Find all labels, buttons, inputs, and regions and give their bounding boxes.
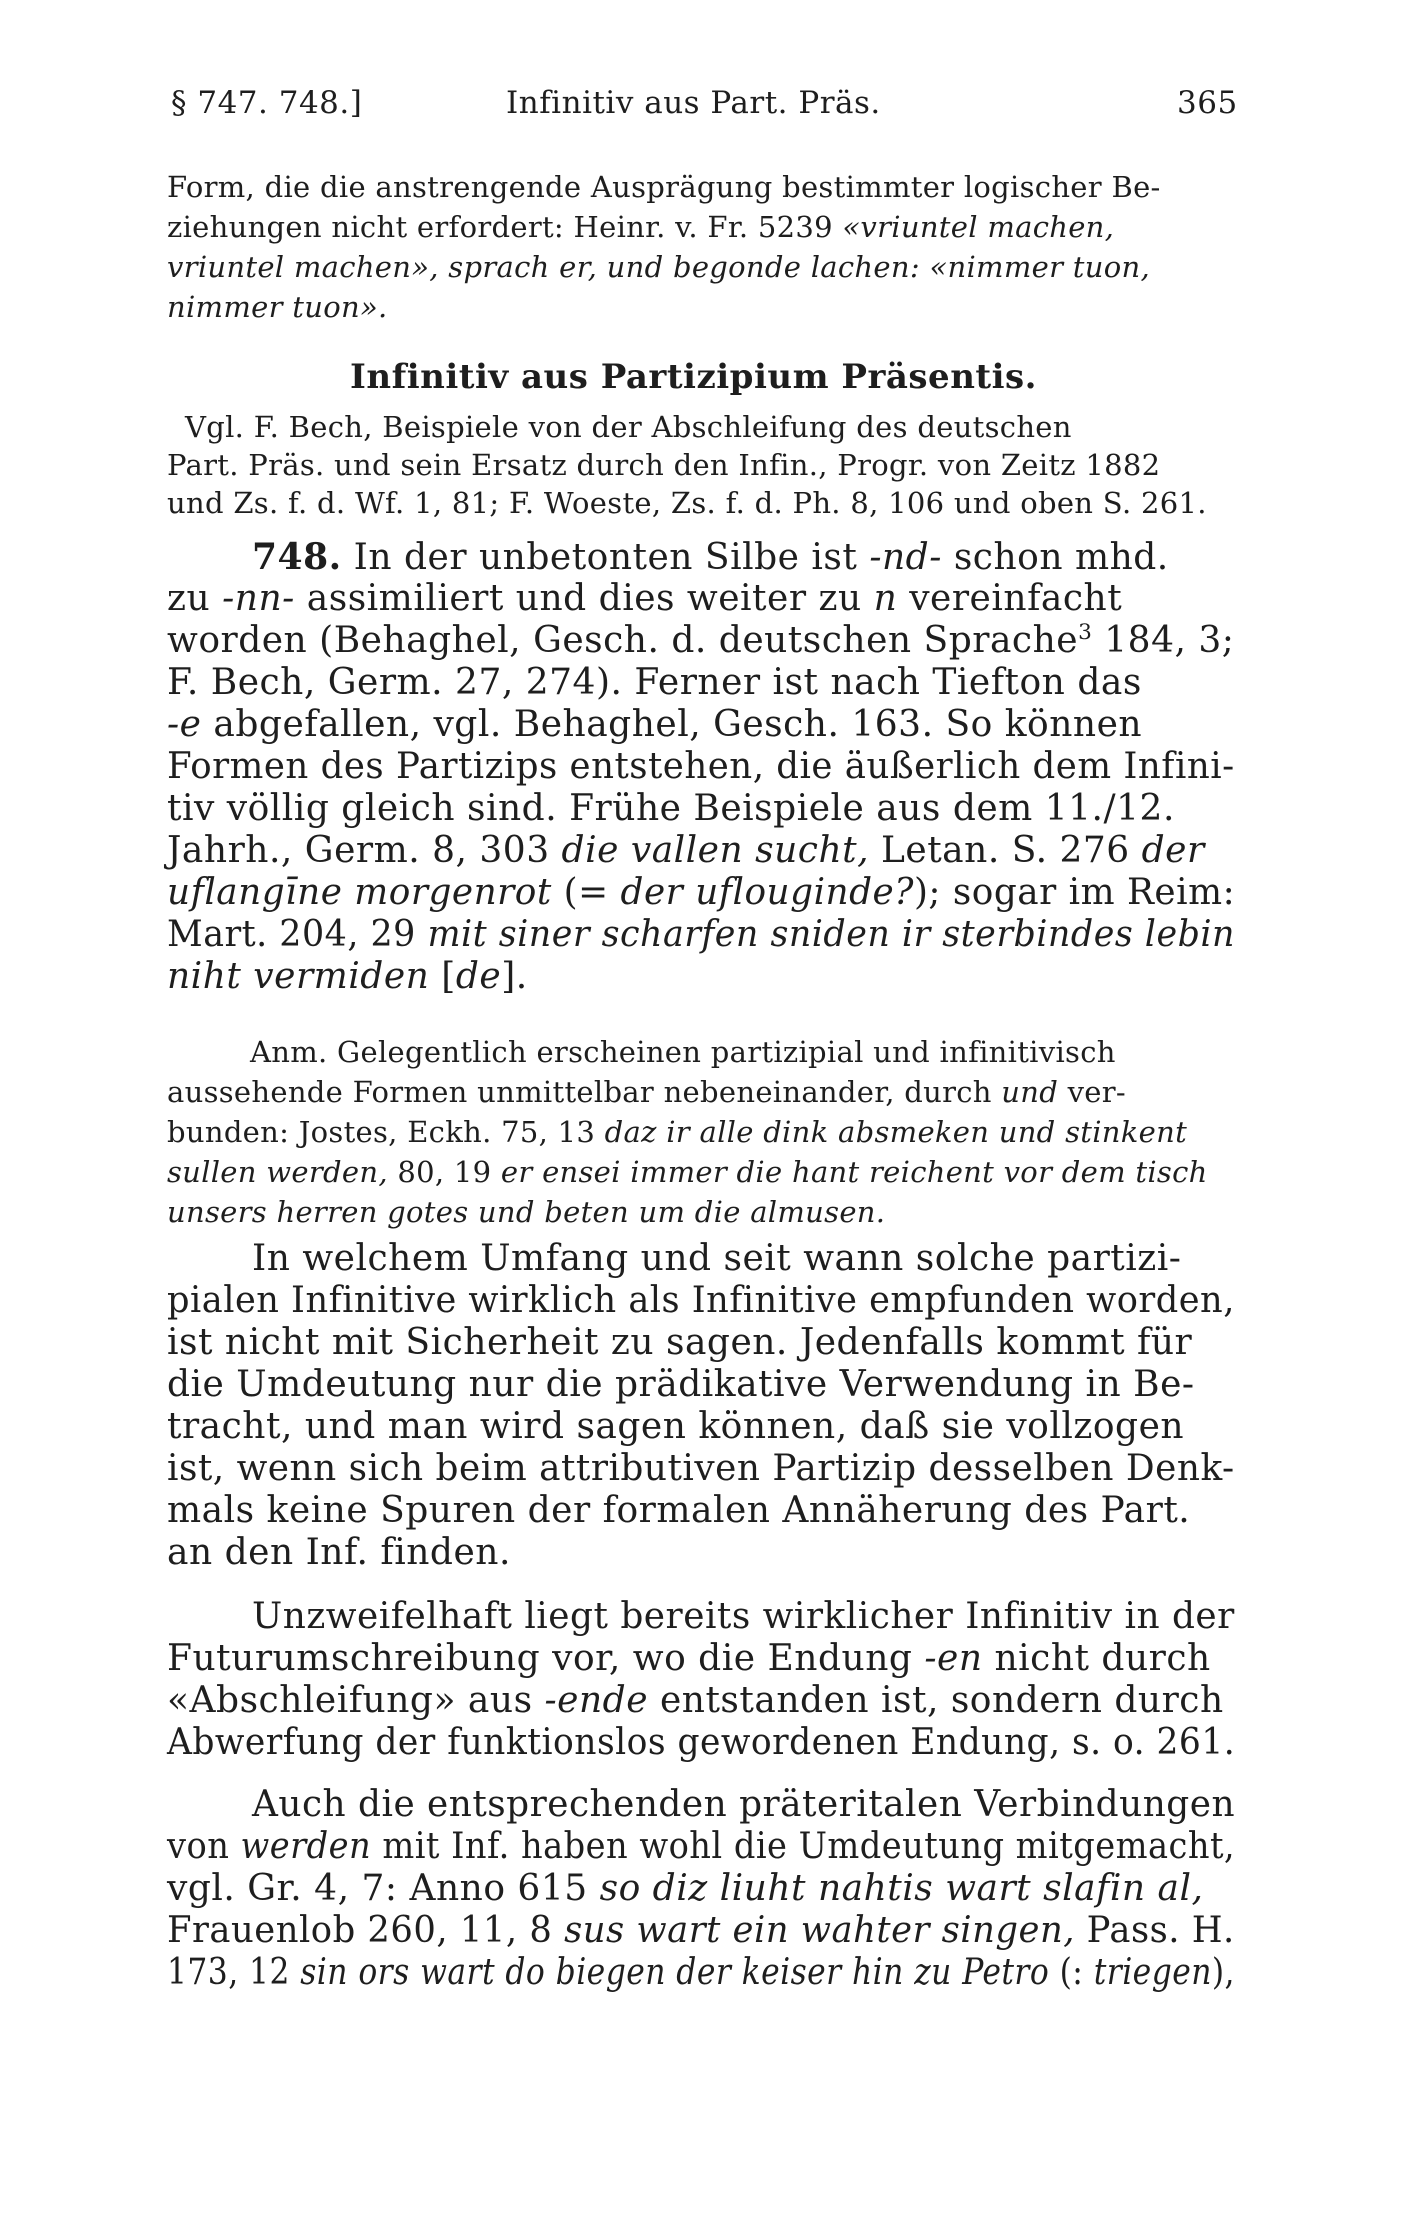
section-reference: § 747. 748.] xyxy=(171,85,363,121)
text-line: 173, 12 sin ors wart do biegen der keiser hin zu Petro (: triegen), xyxy=(167,1952,1235,1993)
text-line: niht vermiden [de]. xyxy=(167,956,528,997)
text-line: Form, die die anstrengende Ausprägung bestimmter logischer Be- xyxy=(167,170,1161,204)
text-line: worden (Behaghel, Gesch. d. deutschen Sprache$^3$ 184, 3; xyxy=(167,620,1235,661)
note-line: Anm. Gelegentlich erscheinen partizipial und infinitivisch xyxy=(250,1035,1116,1069)
text-line: tiv völlig gleich sind. Frühe Beispiele aus dem 11./12. xyxy=(167,788,1175,829)
text-line: ist nicht mit Sicherheit zu sagen. Jedenfalls kommt für xyxy=(167,1322,1193,1363)
text-line: -e abgefallen, vgl. Behaghel, Gesch. 163. So können xyxy=(167,704,1143,745)
section-number: 748. xyxy=(252,536,342,578)
running-title: Infinitiv aus Part. Präs. xyxy=(506,85,881,121)
text-line: Futurumschreibung vor, wo die Endung -en nicht durch xyxy=(167,1638,1211,1679)
text-line: nimmer tuon». xyxy=(167,290,388,324)
text-line: pialen Infinitive wirklich als Infinitive empfunden worden, xyxy=(167,1280,1235,1321)
text-line: 748. In der unbetonten Silbe ist -nd- schon mhd. xyxy=(252,536,1169,578)
text-line: zu -nn- assimiliert und dies weiter zu n vereinfacht xyxy=(167,578,1123,619)
text-line: Jahrh., Germ. 8, 303 die vallen sucht, Letan. S. 276 der xyxy=(167,830,1205,871)
text-line: an den Inf. finden. xyxy=(167,1532,511,1573)
text-line: die Umdeutung nur die prädikative Verwendung in Be- xyxy=(167,1364,1195,1405)
text-line: Abwerfung der funktionslos gewordenen Endung, s. o. 261. xyxy=(167,1722,1236,1763)
note-line: aussehende Formen unmittelbar nebeneinander, durch und ver- xyxy=(167,1075,1127,1109)
text-line: Frauenlob 260, 11, 8 sus wart ein wahter singen, Pass. H. xyxy=(167,1910,1235,1951)
text-line: «Abschleifung» aus -ende entstanden ist, sondern durch xyxy=(167,1680,1224,1721)
note-line: sullen werden, 80, 19 er ensei immer die hant reichent vor dem tisch xyxy=(167,1155,1208,1189)
text-line: mals keine Spuren der formalen Annäherung des Part. xyxy=(167,1490,1191,1531)
text-line: Mart. 204, 29 mit siner scharfen sniden ir sterbindes lebin xyxy=(167,914,1235,955)
text-line: vgl. Gr. 4, 7: Anno 615 so diz liuht nahtis wart slafin al, xyxy=(167,1868,1204,1909)
text-line: uflangīne morgenrot (= der uflouginde?); sogar im Reim: xyxy=(167,872,1236,913)
note-line: bunden: Jostes, Eckh. 75, 13 daz ir alle dink absmeken und stinkent xyxy=(167,1115,1188,1149)
text-line: vriuntel machen», sprach er, und begonde lachen: «nimmer tuon, xyxy=(167,250,1150,284)
bibliography-line: und Zs. f. d. Wf. 1, 81; F. Woeste, Zs. f. d. Ph. 8, 106 und oben S. 261. xyxy=(167,486,1207,520)
note-line: unsers herren gotes und beten um die almusen. xyxy=(167,1195,886,1229)
text-line: ist, wenn sich beim attributiven Partizip desselben Denk- xyxy=(167,1448,1235,1489)
text-line: Unzweifelhaft liegt bereits wirklicher Infinitiv in der xyxy=(252,1596,1235,1637)
section-heading: Infinitiv aus Partizipium Präsentis. xyxy=(350,357,1038,397)
text-line: In welchem Umfang und seit wann solche partizi- xyxy=(252,1238,1182,1279)
text-line: F. Bech, Germ. 27, 274). Ferner ist nach Tiefton das xyxy=(167,662,1142,703)
bibliography-line: Part. Präs. und sein Ersatz durch den Infin., Progr. von Zeitz 1882 xyxy=(167,448,1161,482)
text-line: ziehungen nicht erfordert: Heinr. v. Fr. 5239 «vriuntel machen, xyxy=(167,210,1115,244)
running-header xyxy=(171,85,1238,135)
text-line: Formen des Partizips entstehen, die äußerlich dem Infini- xyxy=(167,746,1235,787)
text-line: Auch die entsprechenden präteritalen Verbindungen xyxy=(252,1784,1236,1825)
text-line: tracht, und man wird sagen können, daß sie vollzogen xyxy=(167,1406,1185,1447)
page-number: 365 xyxy=(1177,85,1238,121)
bibliography-line: Vgl. F. Bech, Beispiele von der Abschleifung des deutschen xyxy=(185,410,1072,444)
text-line: von werden mit Inf. haben wohl die Umdeutung mitgemacht, xyxy=(167,1826,1236,1867)
